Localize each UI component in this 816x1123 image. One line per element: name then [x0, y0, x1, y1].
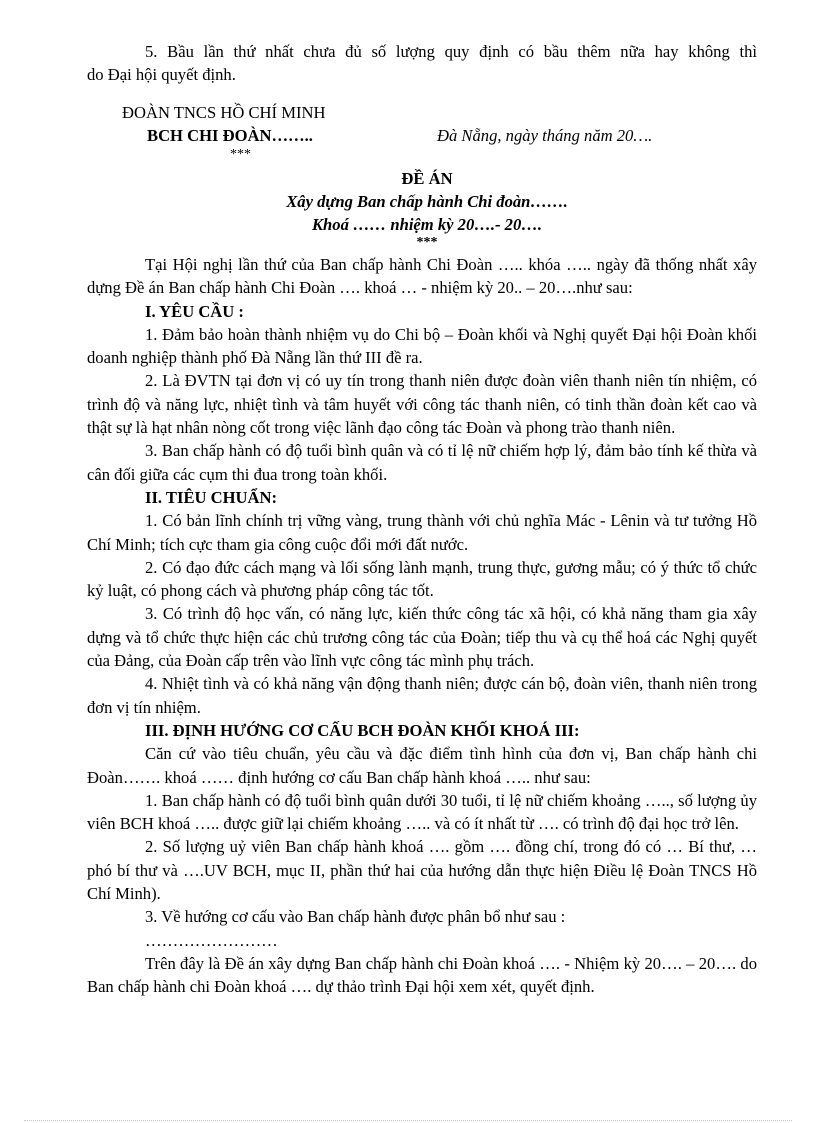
- title-line-1: ĐỀ ÁN: [401, 169, 453, 188]
- dotted-placeholder: ……………………: [145, 930, 278, 950]
- section-2-item-2: 2. Có đạo đức cách mạng và lối sống lành mạnh, trung thực, gương mẫu; có ý thức tổ chức kỷ luật, có phong cách và phương pháp công tác tốt.: [87, 557, 757, 601]
- section-3-item-3: 3. Về hướng cơ cấu vào Ban chấp hành được phân bổ như sau :: [145, 907, 566, 927]
- title-line-3: Khoá …… nhiệm kỳ 20….- 20….: [311, 215, 543, 234]
- section-2-item-4: 4. Nhiệt tình và có khả năng vận động thanh niên; được cán bộ, đoàn viên, thanh niên trong đơn vị tín nhiệm.: [87, 674, 757, 717]
- closing-paragraph: Trên đây là Đề án xây dựng Ban chấp hành chi Đoàn khoá …. - Nhiệm kỳ 20…. – 20…. do Ban chấp hành chi Đoàn khoá …. dự thảo trình Đại hội xem xét, quyết định.: [87, 953, 757, 997]
- section-2-item-3: 3. Có trình độ học vấn, có năng lực, kiến thức công tác xã hội, có khả năng tham gia xây dựng và tổ chức thực hiện các chủ trương công tác của Đoàn; tiếp thu và cụ thể hoá các Nghị quyết của Đảng, của Đoàn cấp trên vào lĩnh vực công tác mình phụ trách.: [87, 604, 757, 671]
- section-1-item-2: 2. Là ĐVTN tại đơn vị có uy tín trong thanh niên được đoàn viên thanh niên tín nhiệm, có trình độ và năng lực, nhiệt tình và tâm huyết với công tác thanh niên, có tinh thần đoàn kết cao và thật sự là hạt nhân nòng cốt trong việc lãnh đạo công tác Đoàn và phong trào thanh niên.: [87, 371, 757, 438]
- section-1-heading: I. YÊU CẦU :: [145, 301, 244, 321]
- section-3-intro: Căn cứ vào tiêu chuẩn, yêu cầu và đặc điểm tình hình của đơn vị, Ban chấp hành chi Đoàn……. khoá …… định hướng cơ cấu Ban chấp hành khoá ….. như sau:: [87, 744, 757, 787]
- organization-name: ĐOÀN TNCS HỒ CHÍ MINH: [122, 103, 326, 122]
- previous-section: [87, 40, 757, 87]
- section-3-item-2: 2. Số lượng uỷ viên Ban chấp hành khoá …. gồm …. đồng chí, trong đó có … Bí thư, … phó bí thư và ….UV BCH, mục II, phần thứ hai của hướng dẫn thực hiện Điều lệ Đoàn TNCS Hồ Chí Minh).: [87, 837, 757, 904]
- section-2-item-1: 1. Có bản lĩnh chính trị vững vàng, trung thành với chủ nghĩa Mác - Lênin và tư tưởng Hồ Chí Minh; tích cực tham gia công cuộc đổi mới đất nước.: [87, 511, 757, 554]
- title-stars: ***: [416, 235, 438, 250]
- section-3-item-1: 1. Ban chấp hành có độ tuổi bình quân dưới 30 tuổi, tỉ lệ nữ chiếm khoảng ….., số lượng ủy viên BCH khoá ….. được giữ lại chiếm khoảng ….. và có ít nhất từ …. có trình độ đại học trở lên.: [87, 790, 757, 834]
- title-line-2: Xây dựng Ban chấp hành Chi đoàn…….: [286, 192, 568, 211]
- section-1-item-1: 1. Đảm bảo hoàn thành nhiệm vụ do Chi bộ – Đoàn khối và Nghị quyết Đại hội Đoàn khối doanh nghiệp thành phố Đà Nẵng lần thứ III đề ra.: [87, 324, 757, 368]
- item-5-line1: 5. Bầu lần thứ nhất chưa đủ số lượng quy định có bầu thêm nữa hay không thì: [145, 42, 757, 61]
- document-body: [87, 253, 757, 999]
- document-title: [87, 167, 767, 250]
- section-2-heading: II. TIÊU CHUẨN:: [145, 487, 278, 507]
- header-stars: ***: [230, 147, 251, 162]
- place-date: Đà Nẵng, ngày tháng năm 20….: [437, 126, 653, 145]
- intro-paragraph: Tại Hội nghị lần thứ của Ban chấp hành Chi Đoàn ….. khóa ….. ngày đã thống nhất xây dựng Đề án Ban chấp hành Chi Đoàn …. khoá … - nhiệm kỳ 20.. – 20….như sau:: [87, 255, 757, 298]
- section-1-item-3: 3. Ban chấp hành có độ tuổi bình quân và có tỉ lệ nữ chiếm hợp lý, đảm bảo tính kế thừa và cân đối giữa các cụm thi đua trong toàn khối.: [87, 441, 757, 484]
- branch-name: BCH CHI ĐOÀN……..: [147, 126, 313, 145]
- page-bottom-border: [24, 1120, 792, 1121]
- item-5-line2: do Đại hội quyết định.: [87, 65, 236, 85]
- section-3-heading: III. ĐỊNH HƯỚNG CƠ CẤU BCH ĐOÀN KHỐI KHOÁ III:: [145, 720, 580, 740]
